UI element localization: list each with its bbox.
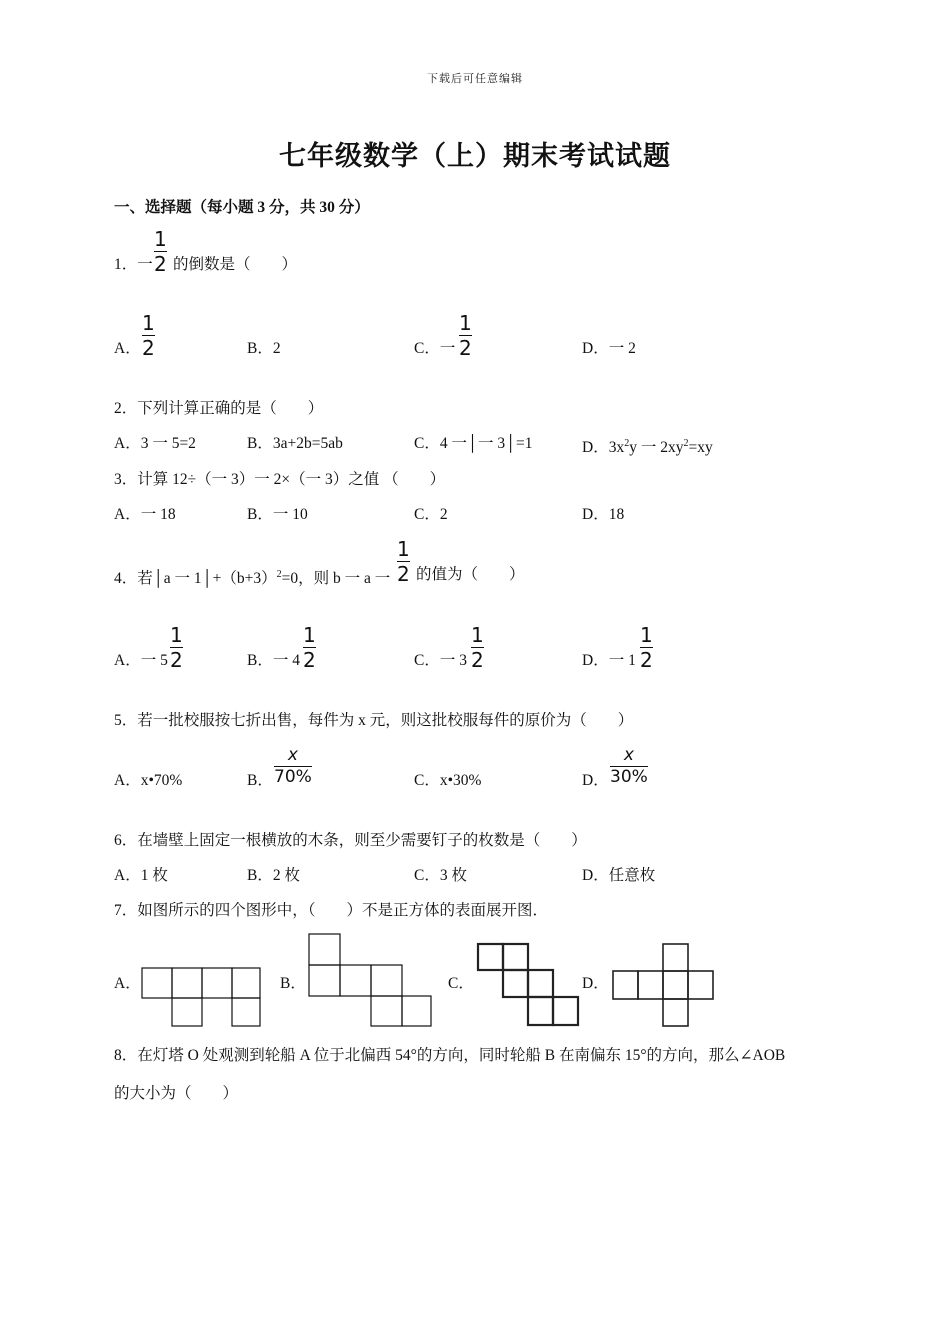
q4-a-num: 1 xyxy=(170,623,183,647)
q2-option-c: C．4 一│一 3│=1 xyxy=(414,435,533,452)
q4-option-d-label: D．一 1 xyxy=(582,652,636,669)
q5-b-den: 70% xyxy=(274,767,312,787)
q2-d-part1: D．3x xyxy=(582,439,625,457)
q4-option-d-fraction xyxy=(640,624,653,671)
q4-option-a-label: A．一 5 xyxy=(114,652,168,669)
q8-stem-line1: 8．在灯塔 O 处观测到轮船 A 位于北偏西 54°的方向，同时轮船 B 在南偏东 15°的方向，那么∠AOB xyxy=(114,1047,786,1064)
q3-option-a: A．一 18 xyxy=(114,506,176,523)
q4-d-den: 2 xyxy=(640,648,653,672)
q2-d-part3: =xy xyxy=(688,439,713,457)
q7-option-a-label: A． xyxy=(114,975,141,992)
q5-b-num: x xyxy=(287,745,298,765)
q7-stem: 7．如图所示的四个图形中，（ ）不是正方体的表面展开图． xyxy=(114,902,549,919)
q5-option-b-fraction xyxy=(274,746,312,787)
q4-option-b-fraction xyxy=(303,624,316,671)
cube-net-d xyxy=(611,942,715,1028)
q5-option-d-fraction xyxy=(610,746,648,787)
q4-exponent: 2 xyxy=(276,569,282,580)
q2-stem: 2．下列计算正确的是（ ） xyxy=(114,400,324,417)
q2-d-exp1: 2 xyxy=(624,438,630,449)
q1-option-c-label: C．一 xyxy=(414,340,456,357)
q6-stem: 6．在墙壁上固定一根横放的木条，则至少需要钉子的枚数是（ ） xyxy=(114,832,587,849)
q1-frac-num: 1 xyxy=(154,227,167,251)
q4-suffix: 的值为（ ） xyxy=(416,566,525,583)
q5-option-c: C．x•30% xyxy=(414,772,482,789)
q4-mid: =0，则 b 一 a 一 xyxy=(281,570,391,588)
q4-a-den: 2 xyxy=(170,648,183,672)
q2-option-b: B．3a+2b=5ab xyxy=(247,435,343,452)
q1-option-a-fraction xyxy=(142,312,155,359)
q4-option-c-fraction xyxy=(471,624,484,671)
header-note: 下载后可任意编辑 xyxy=(427,73,523,85)
q1-a-num: 1 xyxy=(142,311,155,335)
q4-stem-part1 xyxy=(114,565,390,589)
q6-option-d: D．任意枚 xyxy=(582,867,656,884)
q4-option-c-label: C．一 3 xyxy=(414,652,467,669)
q1-prefix: 1．一 xyxy=(114,256,153,273)
q5-d-num: x xyxy=(623,745,634,765)
q4-frac-den: 2 xyxy=(397,562,410,586)
q6-option-a: A．1 枚 xyxy=(114,867,168,884)
q7-option-b-label: B． xyxy=(280,975,306,992)
q4-frac-num: 1 xyxy=(397,537,410,561)
q5-stem: 5．若一批校服按七折出售，每件为 x 元，则这批校服每件的原价为（ ） xyxy=(114,712,634,729)
q1-option-d: D．一 2 xyxy=(582,340,636,357)
q5-option-b-label: B． xyxy=(247,772,273,789)
q1-a-den: 2 xyxy=(142,336,155,360)
q2-d-part2: y 一 2xy xyxy=(629,439,684,457)
q4-c-num: 1 xyxy=(471,623,484,647)
q3-option-d: D．18 xyxy=(582,506,625,523)
q4-pre: 4．若│a 一 1│+（b+3） xyxy=(114,570,277,588)
q1-frac-den: 2 xyxy=(154,252,167,276)
q5-d-den: 30% xyxy=(610,767,648,787)
q1-c-num: 1 xyxy=(459,311,472,335)
q5-option-a: A．x•70% xyxy=(114,772,183,789)
q7-option-c-label: C． xyxy=(448,975,474,992)
q7-option-d-label: D． xyxy=(582,975,609,992)
q4-fraction xyxy=(397,538,410,585)
section-heading: 一、选择题（每小题 3 分，共 30 分） xyxy=(114,199,370,216)
q1-option-a-label: A． xyxy=(114,340,141,357)
q8-stem-line2: 的大小为（ ） xyxy=(114,1085,239,1102)
q1-suffix: 的倒数是（ ） xyxy=(173,256,298,273)
q2-option-a: A．3 一 5=2 xyxy=(114,435,196,452)
q5-option-d-label: D． xyxy=(582,772,609,789)
q4-d-num: 1 xyxy=(640,623,653,647)
q1-fraction xyxy=(154,228,167,275)
q4-option-a-fraction xyxy=(170,624,183,671)
q6-option-c: C．3 枚 xyxy=(414,867,467,884)
q4-b-den: 2 xyxy=(303,648,316,672)
q3-option-c: C．2 xyxy=(414,506,448,523)
q6-option-b: B．2 枚 xyxy=(247,867,300,884)
q1-option-b: B．2 xyxy=(247,340,281,357)
cube-net-b xyxy=(307,932,433,1028)
q3-option-b: B．一 10 xyxy=(247,506,308,523)
q4-c-den: 2 xyxy=(471,648,484,672)
q2-d-exp2: 2 xyxy=(683,438,689,449)
cube-net-c xyxy=(476,942,580,1028)
cube-net-a xyxy=(140,966,262,1028)
page-title: 七年级数学（上）期末考试试题 xyxy=(279,141,671,172)
q1-option-c-fraction xyxy=(459,312,472,359)
q1-c-den: 2 xyxy=(459,336,472,360)
q2-option-d xyxy=(582,434,713,458)
q4-option-b-label: B．一 4 xyxy=(247,652,300,669)
q3-stem: 3．计算 12÷（一 3）一 2×（一 3）之值 （ ） xyxy=(114,471,446,488)
q4-b-num: 1 xyxy=(303,623,316,647)
